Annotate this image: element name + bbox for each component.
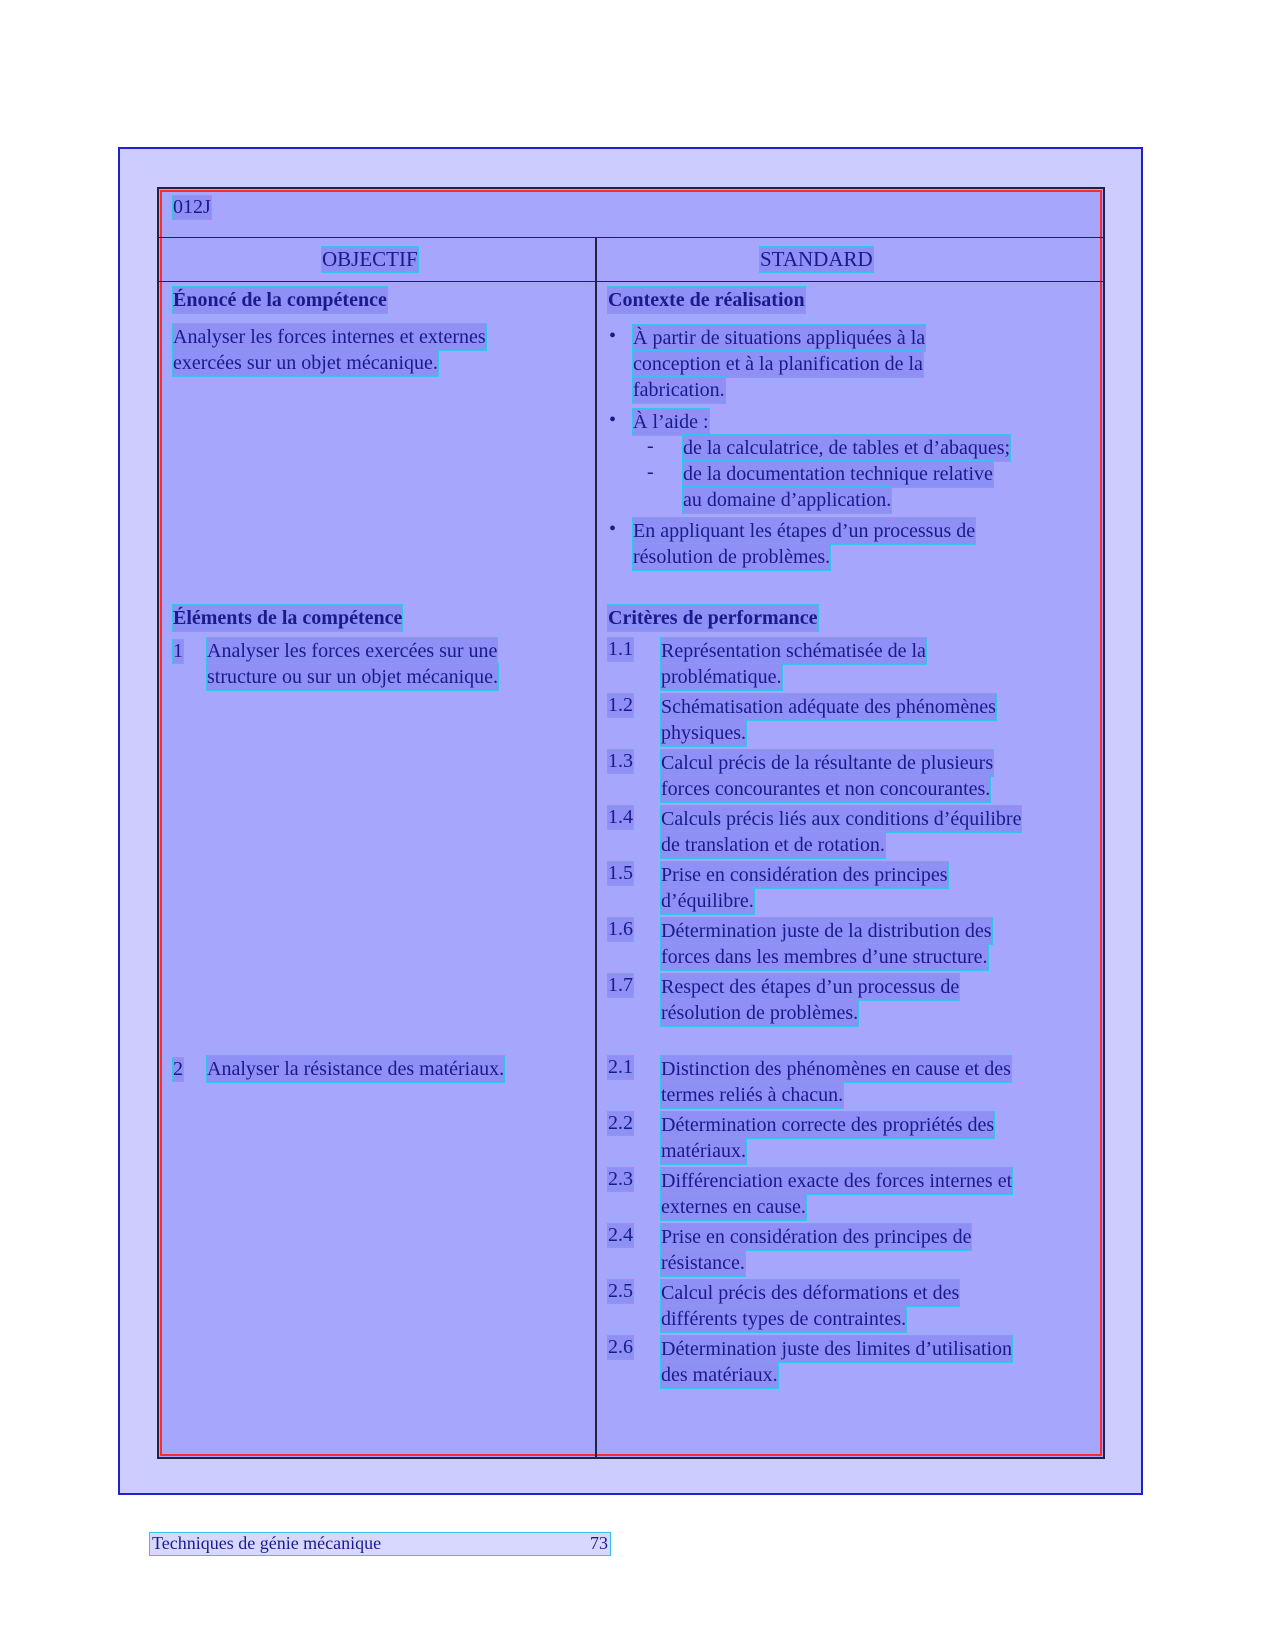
contexte-line: fabrication. <box>633 379 725 401</box>
criterion-line: forces dans les membres d’une structure. <box>661 946 988 968</box>
footer-title: Techniques de génie mécanique <box>152 1533 382 1553</box>
standard-header: STANDARD <box>760 247 873 271</box>
criterion-number: 1.1 <box>608 638 633 660</box>
criterion-number: 1.3 <box>608 750 633 772</box>
criterion-line: différents types de contraintes. <box>661 1308 907 1330</box>
criteres-title: Critères de performance <box>608 607 818 629</box>
criterion-number: 1.2 <box>608 694 633 716</box>
criterion-line: résistance. <box>661 1252 745 1274</box>
element-number: 1 <box>173 640 183 662</box>
element-number: 2 <box>173 1058 183 1080</box>
criterion-line: Respect des étapes d’un processus de <box>661 976 960 998</box>
contexte-subline: au domaine d’application. <box>683 489 892 511</box>
criterion-line: d’équilibre. <box>661 890 754 912</box>
criterion-line: matériaux. <box>661 1140 746 1162</box>
contexte-line: En appliquant les étapes d’un processus de <box>633 520 976 542</box>
criterion-line: Distinction des phénomènes en cause et des <box>661 1058 1011 1080</box>
criterion-line: Détermination juste de la distribution des <box>661 920 992 942</box>
contexte-subline: de la calculatrice, de tables et d’abaques; <box>683 437 1011 459</box>
criterion-line: Calcul précis de la résultante de plusieurs <box>661 752 994 774</box>
bullet-icon: • <box>609 409 617 431</box>
criterion-number: 1.6 <box>608 918 633 940</box>
contexte-line: conception et à la planification de la <box>633 353 923 375</box>
criterion-number: 2.3 <box>608 1168 633 1190</box>
objectif-header: OBJECTIF <box>322 247 418 271</box>
criterion-line: Calcul précis des déformations et des <box>661 1282 960 1304</box>
competency-code: 012J <box>173 196 211 218</box>
criterion-line: termes reliés à chacun. <box>661 1084 844 1106</box>
criterion-line: Détermination juste des limites d’utilisation <box>661 1338 1013 1360</box>
criterion-line: Représentation schématisée de la <box>661 640 926 662</box>
elements-title: Éléments de la compétence <box>173 607 403 629</box>
criterion-number: 1.5 <box>608 862 633 884</box>
criterion-line: Schématisation adéquate des phénomènes <box>661 696 996 718</box>
competency-table <box>157 187 1105 1459</box>
criterion-line: de translation et de rotation. <box>661 834 885 856</box>
criterion-line: Détermination correcte des propriétés des <box>661 1114 995 1136</box>
enonce-line: exercées sur un objet mécanique. <box>173 352 438 374</box>
contexte-subline: de la documentation technique relative <box>683 463 993 485</box>
criterion-line: des matériaux. <box>661 1364 778 1386</box>
enonce-title: Énoncé de la compétence <box>173 289 387 311</box>
code-row <box>159 189 1103 238</box>
criterion-number: 1.7 <box>608 974 633 996</box>
page-footer <box>150 1533 610 1555</box>
element-line: Analyser la résistance des matériaux. <box>207 1058 505 1080</box>
criterion-line: physiques. <box>661 722 746 744</box>
criterion-line: Calculs précis liés aux conditions d’équilibre <box>661 808 1022 830</box>
element-line: structure ou sur un objet mécanique. <box>207 666 499 688</box>
criterion-line: Prise en considération des principes de <box>661 1226 972 1248</box>
dash-icon: - <box>647 461 654 483</box>
criterion-number: 2.2 <box>608 1112 633 1134</box>
criterion-number: 2.6 <box>608 1336 633 1358</box>
criterion-number: 2.4 <box>608 1224 633 1246</box>
bullet-icon: • <box>609 518 617 540</box>
contexte-line: À partir de situations appliquées à la <box>633 327 926 349</box>
element-line: Analyser les forces exercées sur une <box>207 640 498 662</box>
contexte-title: Contexte de réalisation <box>608 289 805 311</box>
page-number: 73 <box>590 1533 608 1553</box>
criterion-line: externes en cause. <box>661 1196 806 1218</box>
dash-icon: - <box>647 435 654 457</box>
criterion-line: résolution de problèmes. <box>661 1002 859 1024</box>
header-row <box>159 237 1103 282</box>
enonce-line: Analyser les forces internes et externes <box>173 326 486 348</box>
criterion-line: Prise en considération des principes <box>661 864 948 886</box>
column-divider <box>595 237 597 1459</box>
criterion-line: problématique. <box>661 666 782 688</box>
bullet-icon: • <box>609 325 617 347</box>
criterion-line: forces concourantes et non concourantes. <box>661 778 991 800</box>
contexte-line: À l’aide : <box>633 411 709 433</box>
criterion-line: Différenciation exacte des forces internes et <box>661 1170 1013 1192</box>
criterion-number: 2.5 <box>608 1280 633 1302</box>
contexte-line: résolution de problèmes. <box>633 546 831 568</box>
criterion-number: 1.4 <box>608 806 633 828</box>
criterion-number: 2.1 <box>608 1056 633 1078</box>
